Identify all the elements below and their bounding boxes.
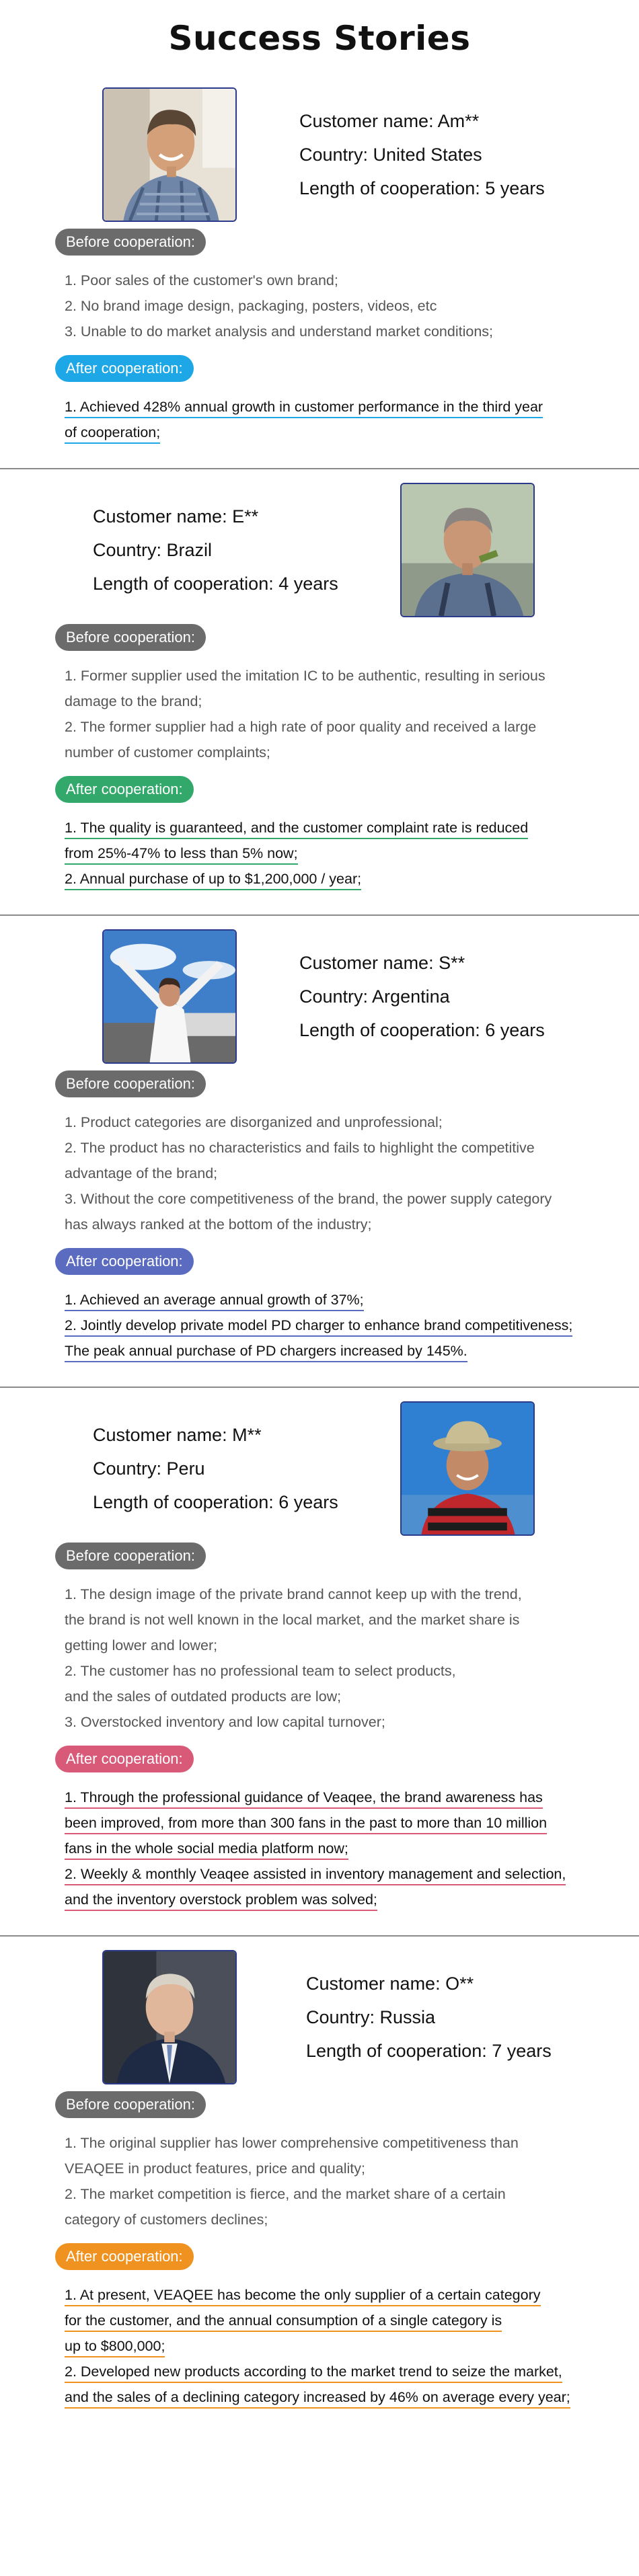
before-cooperation-badge: Before cooperation:	[55, 1543, 206, 1569]
customer-photo	[102, 87, 237, 222]
customer-photo	[102, 929, 237, 1064]
list-item: 2. The market competition is fierce, and the market share of a certain	[65, 2186, 506, 2202]
list-item: 2. Developed new products according to the market trend to seize the market,	[65, 2364, 562, 2383]
customer-profile	[32, 1937, 607, 2091]
list-item: damage to the brand;	[65, 693, 202, 709]
customer-info	[93, 500, 338, 600]
customer-name: Customer name: O**	[306, 1974, 474, 1994]
list-item: advantage of the brand;	[65, 1165, 218, 1181]
list-item: and the sales of outdated products are low;	[65, 1688, 342, 1705]
after-cooperation-badge: After cooperation:	[55, 2243, 194, 2270]
customer-photo	[400, 483, 535, 617]
list-item: 1. Product categories are disorganized and unprofessional;	[65, 1114, 443, 1130]
customer-profile	[32, 469, 607, 624]
list-item: The peak annual purchase of PD chargers increased by 145%.	[65, 1343, 467, 1362]
customer-photo-image	[104, 89, 235, 221]
before-cooperation-list	[32, 1097, 597, 1237]
cooperation-length: Length of cooperation: 4 years	[93, 574, 338, 594]
after-cooperation-badge: After cooperation:	[55, 776, 194, 803]
list-item: 2. Weekly & monthly Veaqee assisted in inventory management and selection,	[65, 1866, 566, 1885]
story-card-2	[0, 469, 639, 916]
list-item: the brand is not well known in the local market, and the market share is	[65, 1612, 520, 1628]
list-item: getting lower and lower;	[65, 1637, 218, 1653]
before-cooperation-list	[32, 2118, 597, 2232]
cooperation-length: Length of cooperation: 6 years	[299, 1020, 545, 1040]
list-item: 1. Former supplier used the imitation IC to be authentic, resulting in serious	[65, 668, 546, 684]
list-item: up to $800,000;	[65, 2338, 165, 2357]
list-item: from 25%-47% to less than 5% now;	[65, 845, 298, 865]
list-item: 2. The former supplier had a high rate of poor quality and received a large	[65, 719, 537, 735]
cooperation-length: Length of cooperation: 7 years	[306, 2041, 552, 2061]
before-cooperation-list	[32, 256, 597, 344]
customer-info	[299, 104, 545, 205]
before-cooperation-badge: Before cooperation:	[55, 624, 206, 651]
customer-country: Country: Argentina	[299, 986, 450, 1007]
after-cooperation-badge: After cooperation:	[55, 1746, 194, 1772]
customer-profile	[32, 74, 607, 229]
list-item: has always ranked at the bottom of the industry;	[65, 1216, 372, 1233]
cooperation-length: Length of cooperation: 6 years	[93, 1492, 338, 1512]
customer-profile	[32, 1388, 607, 1543]
list-item: 1. Poor sales of the customer's own brand;	[65, 272, 338, 288]
list-item: number of customer complaints;	[65, 744, 270, 760]
cooperation-length: Length of cooperation: 5 years	[299, 178, 545, 198]
before-cooperation-list	[32, 1569, 597, 1735]
page-title: Success Stories	[168, 19, 471, 58]
story-card-4	[0, 1388, 639, 1937]
customer-photo-image	[402, 484, 533, 616]
list-item: 1. At present, VEAQEE has become the only supplier of a certain category	[65, 2287, 541, 2306]
list-item: 1. The quality is guaranteed, and the customer complaint rate is reduced	[65, 820, 528, 839]
list-item: 3. Unable to do market analysis and understand market conditions;	[65, 323, 494, 340]
list-item: been improved, from more than 300 fans in the past to more than 10 million	[65, 1815, 547, 1834]
list-item: 2. The product has no characteristics and fails to highlight the competitive	[65, 1140, 535, 1156]
list-item: 1. The design image of the private brand cannot keep up with the trend,	[65, 1586, 522, 1602]
customer-name: Customer name: E**	[93, 506, 259, 526]
list-item: category of customers declines;	[65, 2212, 268, 2228]
list-item: 3. Without the core competitiveness of the brand, the power supply category	[65, 1191, 552, 1207]
customer-info	[93, 1418, 338, 1519]
list-item: for the customer, and the annual consumption of a single category is	[65, 2312, 502, 2332]
list-item: 1. Through the professional guidance of Veaqee, the brand awareness has	[65, 1789, 543, 1809]
customer-photo-image	[104, 931, 235, 1062]
customer-photo-image	[104, 1951, 235, 2083]
customer-info	[299, 946, 545, 1047]
customer-info	[306, 1967, 552, 2068]
before-cooperation-badge: Before cooperation:	[55, 229, 206, 256]
list-item: of cooperation;	[65, 424, 160, 444]
list-item: 2. No brand image design, packaging, posters, videos, etc	[65, 298, 437, 314]
list-item: 1. The original supplier has lower comprehensive competitiveness than	[65, 2135, 519, 2151]
list-item: 3. Overstocked inventory and low capital turnover;	[65, 1714, 385, 1730]
after-cooperation-list	[32, 1772, 617, 1912]
after-cooperation-badge: After cooperation:	[55, 355, 194, 382]
after-cooperation-list	[32, 382, 617, 445]
list-item: and the inventory overstock problem was solved;	[65, 1891, 377, 1911]
customer-country: Country: Brazil	[93, 540, 213, 560]
list-item: 2. The customer has no professional team to select products,	[65, 1663, 456, 1679]
story-card-5	[0, 1937, 639, 2410]
story-card-1	[0, 74, 639, 469]
after-cooperation-list	[32, 2270, 617, 2410]
list-item: and the sales of a declining category increased by 46% on average every year;	[65, 2389, 570, 2409]
before-cooperation-list	[32, 651, 597, 765]
customer-country: Country: Russia	[306, 2007, 436, 2027]
story-card-3	[0, 916, 639, 1388]
after-cooperation-list	[32, 1275, 617, 1364]
customer-name: Customer name: Am**	[299, 111, 480, 131]
list-item: 2. Annual purchase of up to $1,200,000 / year;	[65, 871, 361, 890]
customer-name: Customer name: S**	[299, 953, 465, 973]
before-cooperation-badge: Before cooperation:	[55, 2091, 206, 2118]
list-item: 1. Achieved an average annual growth of 37%;	[65, 1292, 364, 1311]
customer-country: Country: Peru	[93, 1458, 205, 1479]
after-cooperation-badge: After cooperation:	[55, 1248, 194, 1275]
list-item: fans in the whole social media platform now;	[65, 1840, 348, 1860]
customer-photo	[102, 1950, 237, 2084]
customer-photo-image	[402, 1403, 533, 1534]
list-item: 2. Jointly develop private model PD charger to enhance brand competitiveness;	[65, 1317, 572, 1337]
list-item: VEAQEE in product features, price and quality;	[65, 2160, 365, 2177]
before-cooperation-badge: Before cooperation:	[55, 1070, 206, 1097]
list-item: 1. Achieved 428% annual growth in customer performance in the third year	[65, 399, 543, 418]
customer-country: Country: United States	[299, 145, 482, 165]
customer-profile	[32, 916, 607, 1070]
customer-name: Customer name: M**	[93, 1425, 262, 1445]
customer-photo	[400, 1401, 535, 1536]
after-cooperation-list	[32, 803, 617, 892]
